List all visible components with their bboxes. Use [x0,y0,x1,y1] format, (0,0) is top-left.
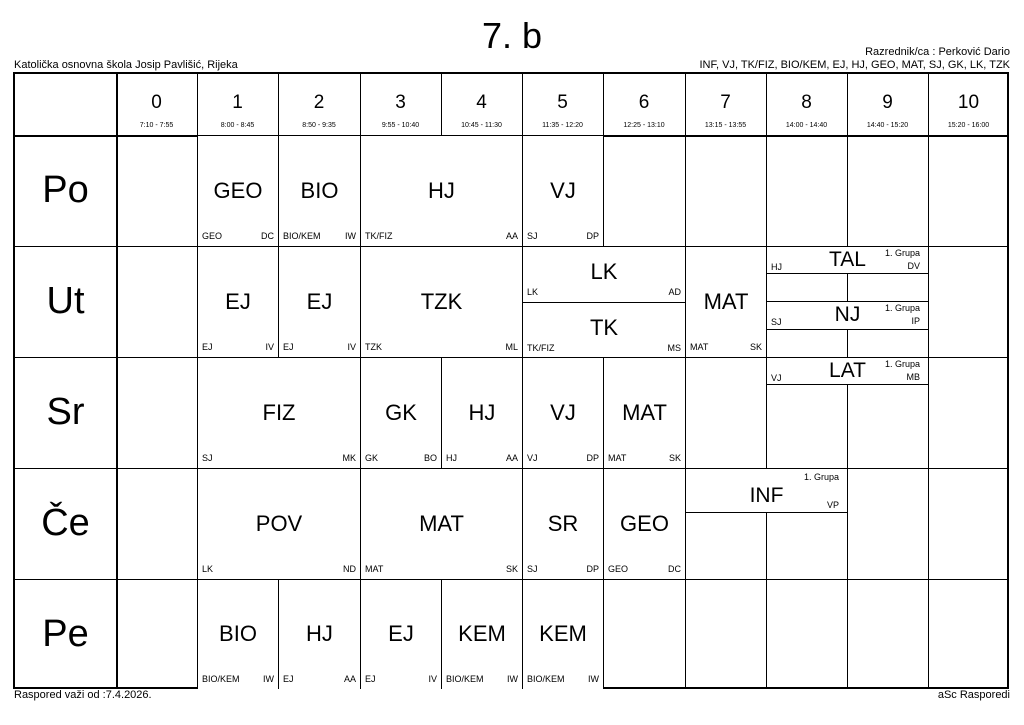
class-group: VJ [771,373,782,383]
lesson-cell [686,247,766,357]
class-group: VJ [527,453,538,463]
period-time: 8:00 - 8:45 [220,122,255,129]
class-group: BIO/KEM [446,674,484,684]
period-header [603,74,685,135]
subject-name: EJ [225,288,251,314]
group-label: 1. Grupa [884,248,920,258]
lesson-cell [523,469,603,579]
class-group: GK [365,453,379,463]
teacher-code: DC [668,564,681,574]
period-time: 8:50 - 9:35 [302,122,336,129]
teacher-code: BO [423,453,437,463]
teacher-code: MS [667,342,681,353]
lesson-cell [198,136,278,246]
period-time: 13:15 - 13:55 [704,122,747,129]
lesson-cell [361,358,441,468]
teacher-code: DC [261,231,274,241]
subject-name: LK [590,259,618,284]
class-teacher: Razrednik/ca : Perković Dario [865,46,1010,58]
teacher-code: IW [588,674,599,684]
period-time: 15:20 - 16:00 [947,122,990,129]
subject-name: BIO [300,177,339,203]
lesson-cell [523,136,603,246]
lesson-cell [279,580,360,689]
class-group: TZK [365,342,382,352]
period-header [522,74,603,135]
group-lesson-box [766,301,929,330]
teacher-code: IV [265,342,274,352]
subject-name: HJ [468,399,496,425]
period-header [441,74,522,135]
subject-name: GEO [213,177,263,203]
subject-name: VJ [550,177,576,203]
subject-name: GEO [620,510,669,536]
teacher-code: IW [507,674,518,684]
software-credit: aSc Rasporedi [937,689,1010,701]
teacher-code: MB [906,372,920,382]
period-number: 7 [720,92,731,113]
class-group: MAT [608,453,627,463]
period-number: 8 [801,92,812,113]
validity-note: Raspored važi od :7.4.2026. [14,689,152,701]
period-time: 9:55 - 10:40 [381,122,420,129]
teacher-code: AA [343,674,356,684]
subject-name: HJ [428,177,455,203]
period-header [847,74,928,135]
lesson-cell [361,136,522,246]
subject-name: EJ [306,288,333,314]
subject-name: SR [547,510,579,536]
lesson-cell [523,358,603,468]
class-group: HJ [446,453,457,463]
subject-name: TZK [420,288,463,314]
teacher-code: SK [668,453,681,463]
period-time: 14:40 - 15:20 [866,122,909,129]
class-group: TK/FIZ [527,342,555,353]
period-time: 12:25 - 13:10 [623,122,665,129]
group-label: 1. Grupa [884,303,920,313]
class-group: LK [202,564,214,574]
group-label: 1. Grupa [803,472,839,482]
lesson-cell [198,358,360,468]
period-number: 1 [232,92,243,113]
subject-name: NJ [834,303,861,326]
class-group: EJ [283,674,294,684]
period-number: 3 [395,92,406,113]
teacher-code: DV [907,261,920,271]
subject-name: FIZ [262,399,296,425]
class-group: MAT [365,564,384,574]
group-lesson-box [686,469,847,513]
lesson-cell [604,358,685,468]
period-header [928,74,1009,135]
class-group: SJ [527,564,538,574]
class-group: EJ [365,674,376,684]
class-group: HJ [771,262,782,272]
class-group: EJ [202,342,213,352]
class-group: BIO/KEM [202,674,240,684]
subject-name: BIO [219,621,257,646]
subject-name: TAL [829,248,866,271]
class-group: SJ [771,317,782,327]
class-group: EJ [283,342,294,352]
lesson-cell [198,580,278,689]
lesson-cell [604,469,685,579]
lesson-cell [198,247,278,357]
group-lesson-box [766,246,929,274]
teacher-code: IV [428,674,437,684]
period-header [360,74,441,135]
teacher-code: IW [263,674,274,684]
subject-name: MAT [703,288,749,314]
lesson-cell [523,580,603,689]
period-time: 7:10 - 7:55 [139,122,174,129]
period-time: 11:35 - 12:20 [542,122,583,129]
class-group: MAT [690,342,709,352]
lesson-cell [442,358,522,468]
day-label: Ut [46,280,85,322]
group-label: 1. Grupa [884,359,920,369]
period-header [278,74,360,135]
group-lesson-box [766,357,929,385]
class-group: GEO [608,564,629,574]
period-time: 10:45 - 11:30 [461,122,502,129]
lesson-cell [279,247,360,357]
subject-name: MAT [419,510,464,536]
class-group: LK [527,287,539,297]
teacher-code: DP [586,231,599,241]
period-header [116,74,197,135]
subject-name: POV [255,510,303,536]
lesson-cell-split [523,247,685,357]
teacher-code: IV [347,342,356,352]
subject-name: TK [589,314,619,340]
subject-name: HJ [306,621,333,646]
period-time: 14:00 - 14:40 [785,122,828,129]
teacher-code: AA [505,231,518,241]
teacher-code: AA [505,453,518,463]
class-group: BIO/KEM [527,674,565,684]
subject-name: KEM [539,621,587,646]
lesson-cell [361,469,522,579]
class-group: BIO/KEM [283,231,321,241]
period-header [685,74,766,135]
period-header [766,74,847,135]
timetable-grid [13,72,1009,689]
lesson-cell [198,469,360,579]
subject-name: GK [385,399,417,425]
teacher-code: DP [586,564,599,574]
period-number: 6 [638,92,650,113]
period-number: 5 [557,92,568,113]
class-group: TK/FIZ [365,231,393,241]
subject-name: LAT [829,359,866,382]
teacher-code: VP [826,500,839,510]
subject-name: INF [749,484,784,507]
teacher-code: MK [342,453,356,463]
lesson-cell [361,580,441,689]
day-label: Če [41,502,90,544]
period-number: 10 [957,92,980,113]
lesson-cell [279,136,360,246]
teacher-code: ML [505,342,518,352]
class-group: SJ [527,231,538,241]
teacher-code: AD [668,287,681,297]
day-label: Pe [42,613,89,655]
page-title: 7. b [481,15,543,56]
teacher-code: ND [343,564,356,574]
period-number: 0 [151,92,162,113]
subject-name: EJ [388,621,414,646]
subject-name: VJ [550,399,576,425]
class-group: GEO [202,231,223,241]
teacher-code: SK [749,342,762,352]
subjects-list: INF, VJ, TK/FIZ, BIO/KEM, EJ, HJ, GEO, MAT, SJ, GK, LK, TZK [699,59,1010,71]
subject-name: KEM [458,621,506,646]
lesson-cell [442,580,522,689]
split-divider [523,302,685,303]
period-number: 4 [476,92,487,113]
teacher-code: IP [911,316,920,326]
period-number: 2 [313,92,325,113]
day-label: Po [42,169,89,211]
subject-name: MAT [622,399,667,425]
class-group: SJ [202,453,213,463]
teacher-code: IW [345,231,356,241]
teacher-code: SK [505,564,518,574]
lesson-cell [361,247,522,357]
school-name: Katolička osnovna škola Josip Pavlišić, Rijeka [14,59,238,71]
day-label: Sr [46,391,85,433]
teacher-code: DP [586,453,599,463]
period-number: 9 [882,92,893,113]
period-header [197,74,278,135]
